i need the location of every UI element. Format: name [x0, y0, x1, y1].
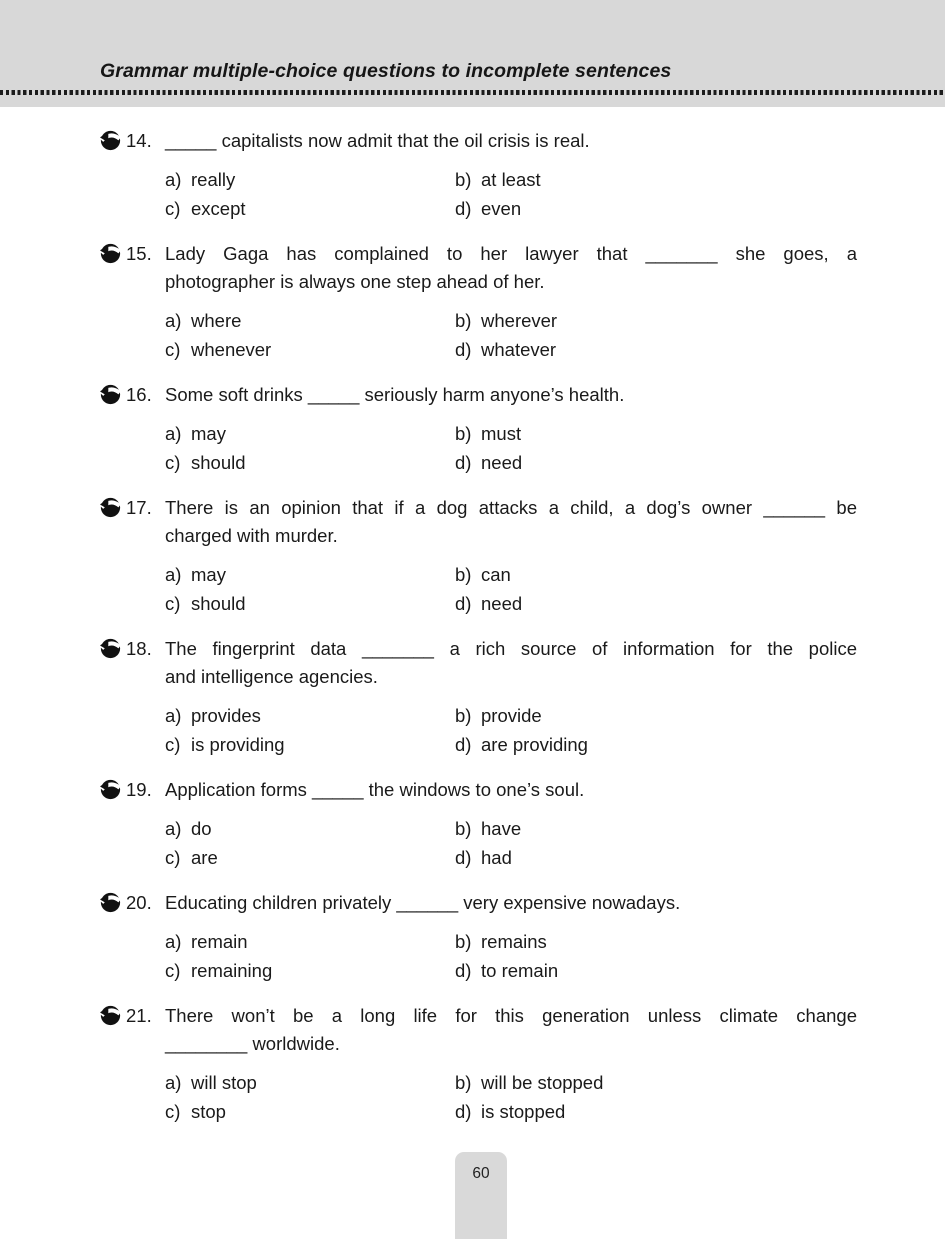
dotted-divider: [0, 90, 945, 95]
option-label: a): [165, 705, 182, 726]
option-label: d): [455, 198, 472, 219]
option-text: at least: [481, 169, 541, 190]
option-d: [455, 1097, 857, 1126]
option-a: [165, 1068, 455, 1097]
circular-arrow-bullet-icon: [100, 384, 121, 405]
option-text: must: [481, 423, 522, 444]
question-item: [100, 381, 857, 477]
options-grid: [165, 927, 857, 985]
question-marker: [100, 776, 165, 872]
option-a: [165, 165, 455, 194]
option-label: b): [455, 564, 472, 585]
circular-arrow-bullet-icon: [100, 130, 121, 151]
option-text: remain: [191, 931, 248, 952]
option-label: a): [165, 818, 182, 839]
question-marker: [100, 127, 165, 223]
option-text: will stop: [191, 1072, 257, 1093]
option-label: b): [455, 310, 472, 331]
question-line: There is an opinion that if a dog attacks a child, a dog’s owner ______ be: [165, 497, 857, 518]
question-number: 15.: [126, 243, 152, 264]
option-label: a): [165, 1072, 182, 1093]
question-line: and intelligence agencies.: [165, 666, 378, 687]
circular-arrow-bullet-icon: [100, 1005, 121, 1026]
options-grid: [165, 701, 857, 759]
question-body: [165, 381, 857, 477]
question-item: [100, 1002, 857, 1126]
option-label: c): [165, 847, 181, 868]
option-c: [165, 194, 455, 223]
option-a: [165, 814, 455, 843]
option-label: d): [455, 960, 472, 981]
option-text: stop: [191, 1101, 226, 1122]
option-text: to remain: [481, 960, 559, 981]
option-a: [165, 306, 455, 335]
option-label: d): [455, 339, 472, 360]
page-number: 60: [472, 1165, 490, 1182]
option-label: c): [165, 198, 181, 219]
question-item: [100, 494, 857, 618]
option-label: d): [455, 847, 472, 868]
option-label: b): [455, 169, 472, 190]
option-c: [165, 730, 455, 759]
option-b: [455, 560, 857, 589]
options-grid: [165, 814, 857, 872]
question-text: [165, 240, 857, 296]
option-text: really: [191, 169, 236, 190]
option-b: [455, 701, 857, 730]
circular-arrow-bullet-icon: [100, 892, 121, 913]
question-marker: [100, 494, 165, 618]
option-label: b): [455, 818, 472, 839]
option-text: provide: [481, 705, 542, 726]
option-text: is providing: [191, 734, 285, 755]
question-item: [100, 776, 857, 872]
question-item: [100, 127, 857, 223]
question-body: [165, 1002, 857, 1126]
question-body: [165, 494, 857, 618]
option-label: c): [165, 1101, 181, 1122]
circular-arrow-bullet-icon: [100, 243, 121, 264]
options-grid: [165, 306, 857, 364]
option-label: d): [455, 734, 472, 755]
circular-arrow-bullet-icon: [100, 779, 121, 800]
option-label: c): [165, 960, 181, 981]
question-marker: [100, 1002, 165, 1126]
option-text: do: [191, 818, 212, 839]
option-text: is stopped: [481, 1101, 566, 1122]
option-label: c): [165, 339, 181, 360]
question-body: [165, 889, 857, 985]
options-grid: [165, 560, 857, 618]
question-text: [165, 635, 857, 691]
option-label: b): [455, 1072, 472, 1093]
question-number: 16.: [126, 384, 152, 405]
option-text: provides: [191, 705, 261, 726]
option-label: c): [165, 734, 181, 755]
question-line: charged with murder.: [165, 525, 338, 546]
question-marker: [100, 381, 165, 477]
question-body: [165, 776, 857, 872]
question-line: There won’t be a long life for this generation unless climate change: [165, 1005, 857, 1026]
option-text: need: [481, 593, 523, 614]
option-text: remaining: [191, 960, 273, 981]
option-b: [455, 165, 857, 194]
options-grid: [165, 419, 857, 477]
question-line: The fingerprint data _______ a rich source of information for the police: [165, 638, 857, 659]
question-item: [100, 889, 857, 985]
option-text: will be stopped: [481, 1072, 604, 1093]
question-number: 14.: [126, 130, 152, 151]
question-marker: [100, 635, 165, 759]
option-d: [455, 448, 857, 477]
question-number: 17.: [126, 497, 152, 518]
question-item: [100, 240, 857, 364]
option-label: b): [455, 705, 472, 726]
option-b: [455, 814, 857, 843]
option-d: [455, 956, 857, 985]
option-a: [165, 927, 455, 956]
option-text: need: [481, 452, 523, 473]
question-number: 18.: [126, 638, 152, 659]
option-label: a): [165, 423, 182, 444]
option-a: [165, 701, 455, 730]
question-line: Lady Gaga has complained to her lawyer that _______ she goes, a: [165, 243, 857, 264]
question-number: 21.: [126, 1005, 152, 1026]
option-d: [455, 730, 857, 759]
option-text: whatever: [481, 339, 557, 360]
question-line: Educating children privately ______ very expensive nowadays.: [165, 892, 681, 913]
question-text: [165, 776, 857, 804]
option-text: are providing: [481, 734, 588, 755]
option-text: where: [191, 310, 242, 331]
option-text: may: [191, 423, 226, 444]
option-c: [165, 1097, 455, 1126]
question-line: Some soft drinks _____ seriously harm anyone’s health.: [165, 384, 625, 405]
question-marker: [100, 889, 165, 985]
page-header: [0, 0, 945, 107]
option-label: b): [455, 423, 472, 444]
option-label: d): [455, 593, 472, 614]
option-text: had: [481, 847, 512, 868]
option-text: whenever: [191, 339, 272, 360]
circular-arrow-bullet-icon: [100, 497, 121, 518]
option-c: [165, 448, 455, 477]
option-b: [455, 1068, 857, 1097]
option-a: [165, 419, 455, 448]
section-title: Grammar multiple-choice questions to incomplete sentences: [100, 60, 672, 82]
question-item: [100, 635, 857, 759]
option-c: [165, 589, 455, 618]
option-label: a): [165, 564, 182, 585]
question-number: 20.: [126, 892, 152, 913]
question-number: 19.: [126, 779, 152, 800]
option-text: should: [191, 593, 246, 614]
option-label: a): [165, 931, 182, 952]
question-marker: [100, 240, 165, 364]
option-label: d): [455, 452, 472, 473]
option-text: wherever: [481, 310, 558, 331]
option-label: d): [455, 1101, 472, 1122]
option-label: b): [455, 931, 472, 952]
option-c: [165, 956, 455, 985]
question-body: [165, 240, 857, 364]
question-body: [165, 635, 857, 759]
option-text: except: [191, 198, 246, 219]
question-text: [165, 1002, 857, 1058]
page-number-tab: [455, 1152, 507, 1239]
option-text: may: [191, 564, 226, 585]
option-label: a): [165, 310, 182, 331]
option-text: remains: [481, 931, 547, 952]
question-line: ________ worldwide.: [165, 1033, 340, 1054]
option-label: c): [165, 593, 181, 614]
question-text: [165, 381, 857, 409]
circular-arrow-bullet-icon: [100, 638, 121, 659]
option-d: [455, 589, 857, 618]
option-label: c): [165, 452, 181, 473]
question-line: Application forms _____ the windows to one’s soul.: [165, 779, 585, 800]
option-d: [455, 843, 857, 872]
option-b: [455, 419, 857, 448]
options-grid: [165, 165, 857, 223]
option-text: can: [481, 564, 511, 585]
option-a: [165, 560, 455, 589]
option-text: should: [191, 452, 246, 473]
question-text: [165, 889, 857, 917]
question-text: [165, 127, 857, 155]
option-text: are: [191, 847, 218, 868]
option-c: [165, 843, 455, 872]
option-d: [455, 194, 857, 223]
option-b: [455, 306, 857, 335]
option-text: have: [481, 818, 522, 839]
question-text: [165, 494, 857, 550]
question-line: photographer is always one step ahead of her.: [165, 271, 545, 292]
option-b: [455, 927, 857, 956]
questions-list: [100, 127, 857, 1143]
option-d: [455, 335, 857, 364]
option-text: even: [481, 198, 522, 219]
option-label: a): [165, 169, 182, 190]
question-line: _____ capitalists now admit that the oil crisis is real.: [165, 130, 590, 151]
option-c: [165, 335, 455, 364]
options-grid: [165, 1068, 857, 1126]
question-body: [165, 127, 857, 223]
